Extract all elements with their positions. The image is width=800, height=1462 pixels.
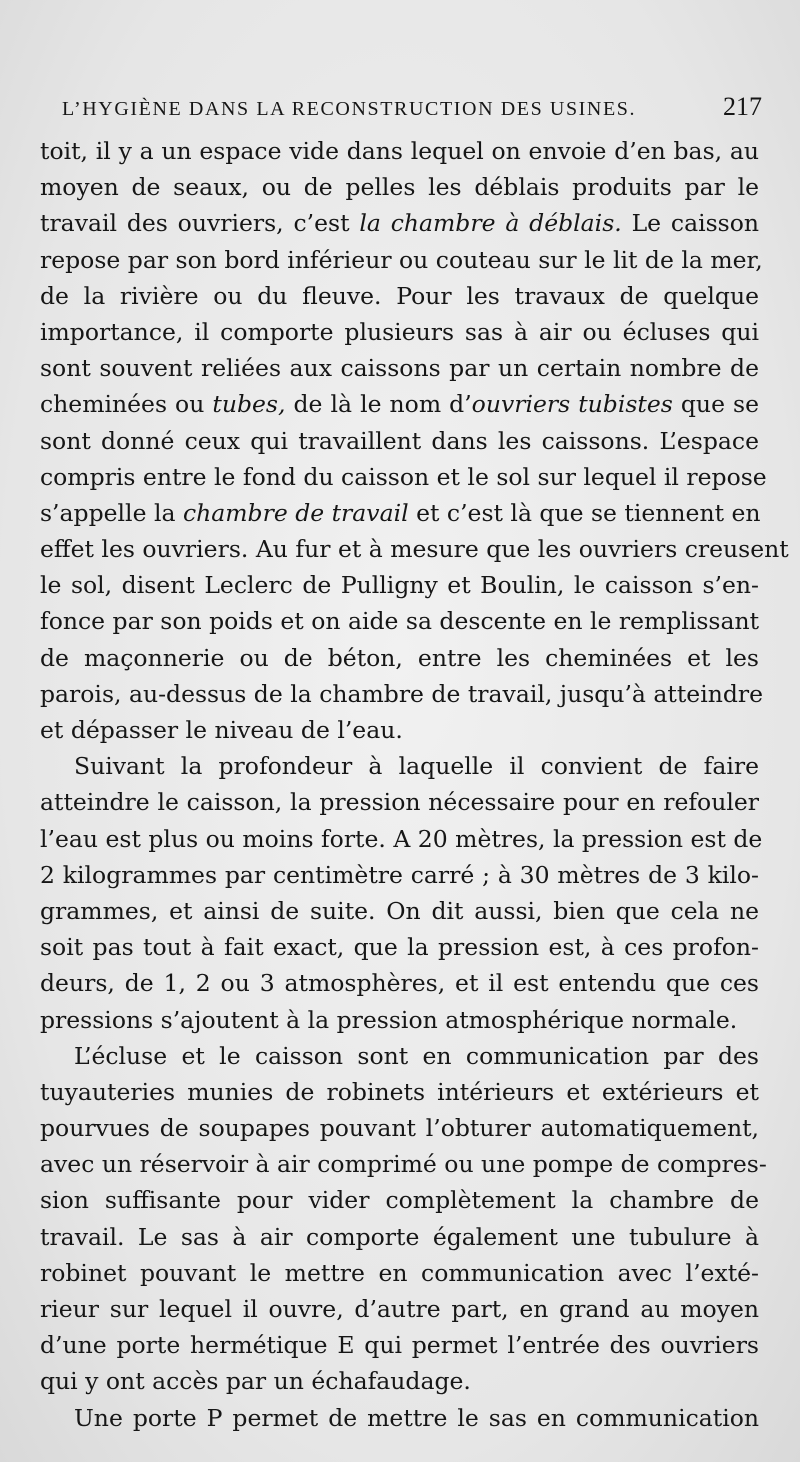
text-line: qui y ont accès par un échafaudage.	[40, 1367, 471, 1396]
text-line: de maçonnerie ou de béton, entre les cheminées et les	[40, 643, 759, 672]
page-number: 217	[723, 92, 762, 121]
text-line: effet les ouvriers. Au fur et à mesure que les ouvriers creusent	[40, 535, 789, 564]
text-line: 2 kilogrammes par centimètre carré ; à 30 mètres de 3 kilo-	[40, 860, 759, 889]
text-line: moyen de seaux, ou de pelles les déblais produits par le	[40, 173, 759, 202]
text-line: Une porte P permet de mettre le sas en communication	[74, 1403, 759, 1432]
text-line: tuyauteries munies de robinets intérieurs et extérieurs et	[40, 1077, 759, 1106]
text-line: soit pas tout à fait exact, que la pression est, à ces profon-	[40, 933, 759, 962]
text-line: robinet pouvant le mettre en communication avec l’exté-	[40, 1258, 759, 1287]
text-line: L’écluse et le caisson sont en communication par des	[74, 1041, 759, 1070]
text-line: pourvues de soupapes pouvant l’obturer automatiquement,	[40, 1114, 759, 1143]
text-line: de la rivière ou du fleuve. Pour les travaux de quelque	[40, 281, 759, 310]
body-text	[40, 133, 789, 1436]
text-line: d’une porte hermétique E qui permet l’entrée des ouvriers	[40, 1331, 759, 1360]
text-line: atteindre le caisson, la pression nécessaire pour en refouler	[40, 788, 759, 817]
text-line: et dépasser le niveau de l’eau.	[40, 716, 403, 744]
text-line: sion suffisante pour vider complètement la chambre de	[40, 1186, 759, 1215]
text-line: l’eau est plus ou moins forte. A 20 mètres, la pression est de	[40, 824, 763, 853]
text-line: cheminées ou tubes, de là le nom d’ouvriers tubistes que se	[40, 390, 759, 419]
text-line: travail. Le sas à air comporte également une tubulure à	[40, 1222, 759, 1251]
text-line: travail des ouvriers, c’est la chambre à déblais. Le caisson	[40, 209, 759, 238]
italic-term: la chambre à déblais.	[359, 209, 622, 238]
italic-term: chambre de travail	[182, 498, 409, 527]
text-line: compris entre le fond du caisson et le sol sur lequel il repose	[40, 462, 767, 491]
text-line: deurs, de 1, 2 ou 3 atmosphères, et il est entendu que ces	[40, 969, 759, 998]
page-header	[62, 92, 762, 132]
italic-term: tubes,	[212, 390, 286, 419]
italic-term: ouvriers tubistes	[471, 390, 673, 419]
text-line: pressions s’ajoutent à la pression atmosphérique normale.	[40, 1005, 738, 1034]
text-line: sont donné ceux qui travaillent dans les caissons. L’espace	[40, 426, 759, 455]
running-title: L’HYGIÈNE DANS LA RECONSTRUCTION DES USINES.	[62, 98, 637, 120]
text-line: toit, il y a un espace vide dans lequel on envoie d’en bas, au	[40, 137, 759, 165]
text-line: parois, au-dessus de la chambre de travail, jusqu’à atteindre	[40, 679, 764, 708]
text-line: sont souvent reliées aux caissons par un certain nombre de	[40, 354, 759, 383]
text-line: Suivant la profondeur à laquelle il convient de faire	[74, 752, 759, 781]
text-line: fonce par son poids et on aide sa descente en le remplissant	[40, 607, 760, 636]
text-line: repose par son bord inférieur ou couteau sur le lit de la mer,	[40, 245, 763, 274]
text-line: s’appelle la chambre de travail et c’est là que se tiennent en	[40, 498, 761, 527]
text-line: importance, il comporte plusieurs sas à air ou écluses qui	[40, 317, 759, 346]
text-line: grammes, et ainsi de suite. On dit aussi, bien que cela ne	[40, 896, 759, 925]
text-line: avec un réservoir à air comprimé ou une pompe de compres-	[40, 1150, 767, 1179]
text-line: rieur sur lequel il ouvre, d’autre part, en grand au moyen	[40, 1295, 759, 1323]
text-line: le sol, disent Leclerc de Pulligny et Boulin, le caisson s’en-	[40, 571, 759, 600]
